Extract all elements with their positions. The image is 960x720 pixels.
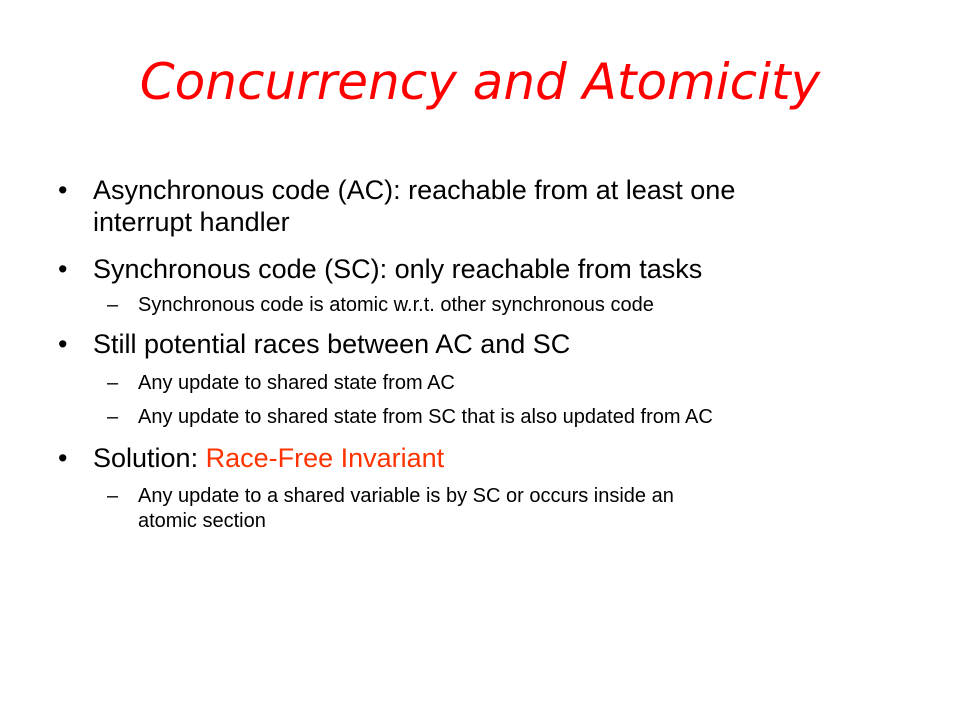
bullet-text: interrupt handler [93,207,290,237]
bullet-marker: • [58,175,68,205]
bullet-text: Still potential races between AC and SC [93,329,571,359]
solution-prefix: Solution: [93,443,206,473]
bullet-marker: • [58,329,68,359]
sub-bullet-text: Synchronous code is atomic w.r.t. other synchronous code [138,294,654,316]
sub-bullet-text: Any update to shared state from AC [138,372,455,394]
sub-bullet-marker: – [107,372,119,394]
bullet-text: Asynchronous code (AC): reachable from at least one [93,175,736,205]
sub-bullet-marker: – [107,485,119,507]
sub-bullet-marker: – [107,406,119,428]
slide-title: Concurrency and Atomicity [139,53,821,111]
sub-bullet-text: atomic section [138,510,266,532]
bullet-marker: • [58,254,68,284]
bullet-text [93,442,933,474]
race-free-invariant-highlight: Race-Free Invariant [205,443,445,473]
sub-bullet-text: Any update to shared state from SC that is also updated from AC [138,406,713,428]
bullet-marker: • [58,443,68,473]
sub-bullet-text: Any update to a shared variable is by SC or occurs inside an [138,485,674,507]
sub-bullet-marker: – [107,294,119,316]
bullet-text: Synchronous code (SC): only reachable from tasks [93,254,703,284]
